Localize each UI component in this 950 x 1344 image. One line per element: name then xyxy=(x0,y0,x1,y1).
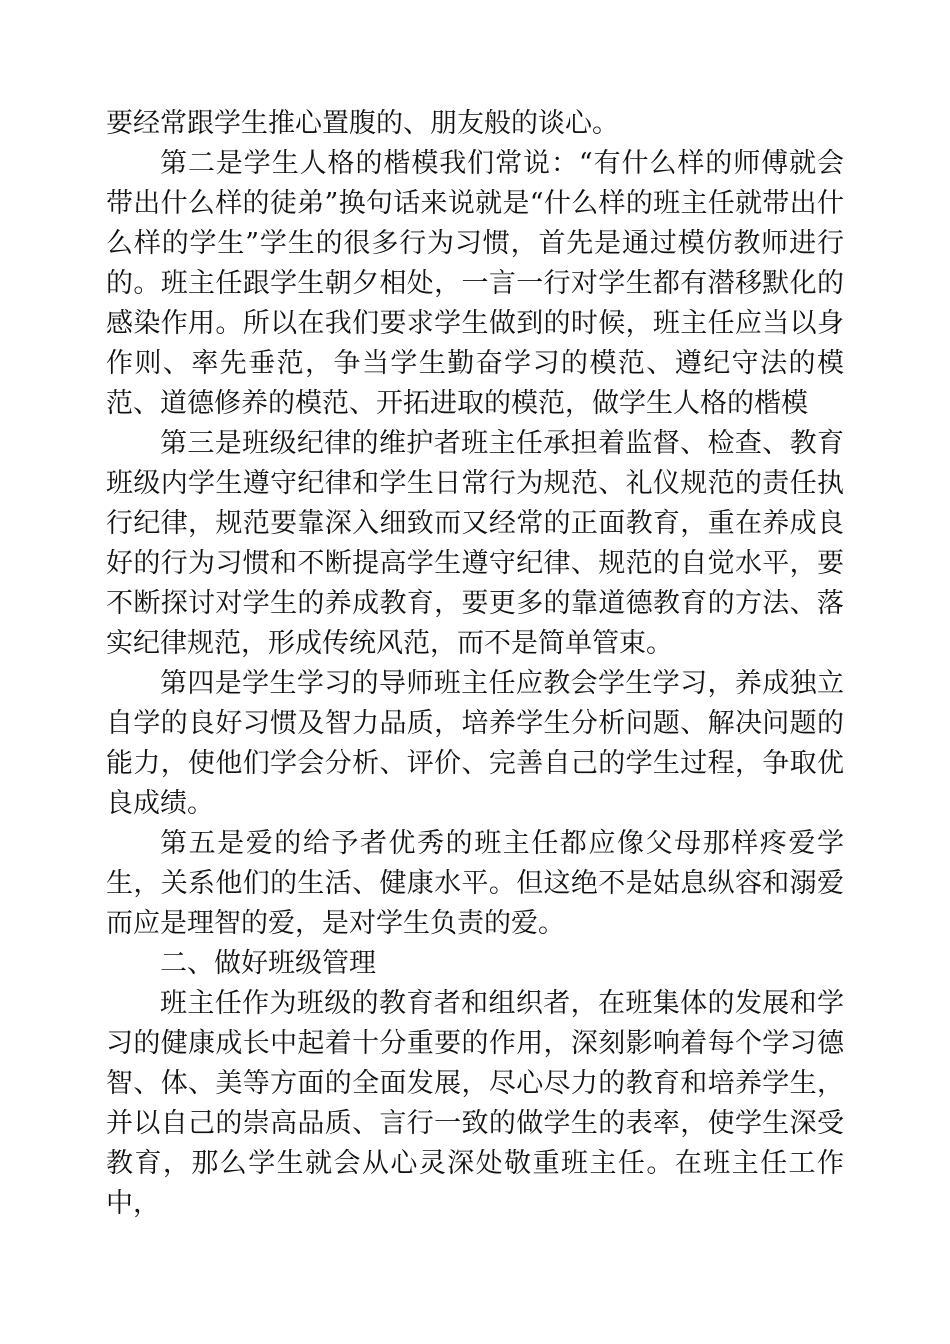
paragraph-3: 第三是班级纪律的维护者班主任承担着监督、检查、教育班级内学生遵守纪律和学生日常行为规范、礼仪规范的责任执行纪律，规范要靠深入细致而又经常的正面教育，重在养成良好的行为习惯和不断提高学生遵守纪律、规范的自觉水平，要不断探讨对学生的养成教育，要更多的靠道德教育的方法、落实纪律规范，形成传统风范，而不是简单管束。 xyxy=(106,428,844,659)
paragraph-6: 班主任作为班级的教育者和组织者，在班集体的发展和学习的健康成长中起着十分重要的作用，深刻影响着每个学习德智、体、美等方面的全面发展，尽心尽力的教育和培养学生，并以自己的崇高品质、言行一致的做学生的表率，使学生深受教育，那么学生就会从心灵深处敬重班主任。在班主任工作中， xyxy=(106,988,844,1219)
section-heading: 二、做好班级管理 xyxy=(160,948,376,979)
paragraph-4: 第四是学生学习的导师班主任应教会学生学习，养成独立自学的良好习惯及智力品质，培养学生分析问题、解决问题的能力，使他们学会分析、评价、完善自己的学生过程，争取优良成绩。 xyxy=(106,668,844,819)
paragraph-2: 第二是学生人格的楷模我们常说：“有什么样的师傅就会带出什么样的徒弟”换句话来说就是“什么样的班主任就带出什么样的学生”学生的很多行为习惯，首先是通过模仿教师进行的。班主任跟学生朝夕相处，一言一行对学生都有潜移默化的感染作用。所以在我们要求学生做到的时候，班主任应当以身作则、率先垂范，争当学生勤奋学习的模范、遵纪守法的模范、道德修养的模范、开拓进取的模范，做学生人格的楷模 xyxy=(106,148,844,419)
document-body xyxy=(106,104,844,1224)
paragraph-5: 第五是爱的给予者优秀的班主任都应像父母那样疼爱学生，关系他们的生活、健康水平。但这绝不是姑息纵容和溺爱而应是理智的爱，是对学生负责的爱。 xyxy=(106,828,844,939)
paragraph-1: 要经常跟学生推心置腹的、朋友般的谈心。 xyxy=(106,108,619,139)
